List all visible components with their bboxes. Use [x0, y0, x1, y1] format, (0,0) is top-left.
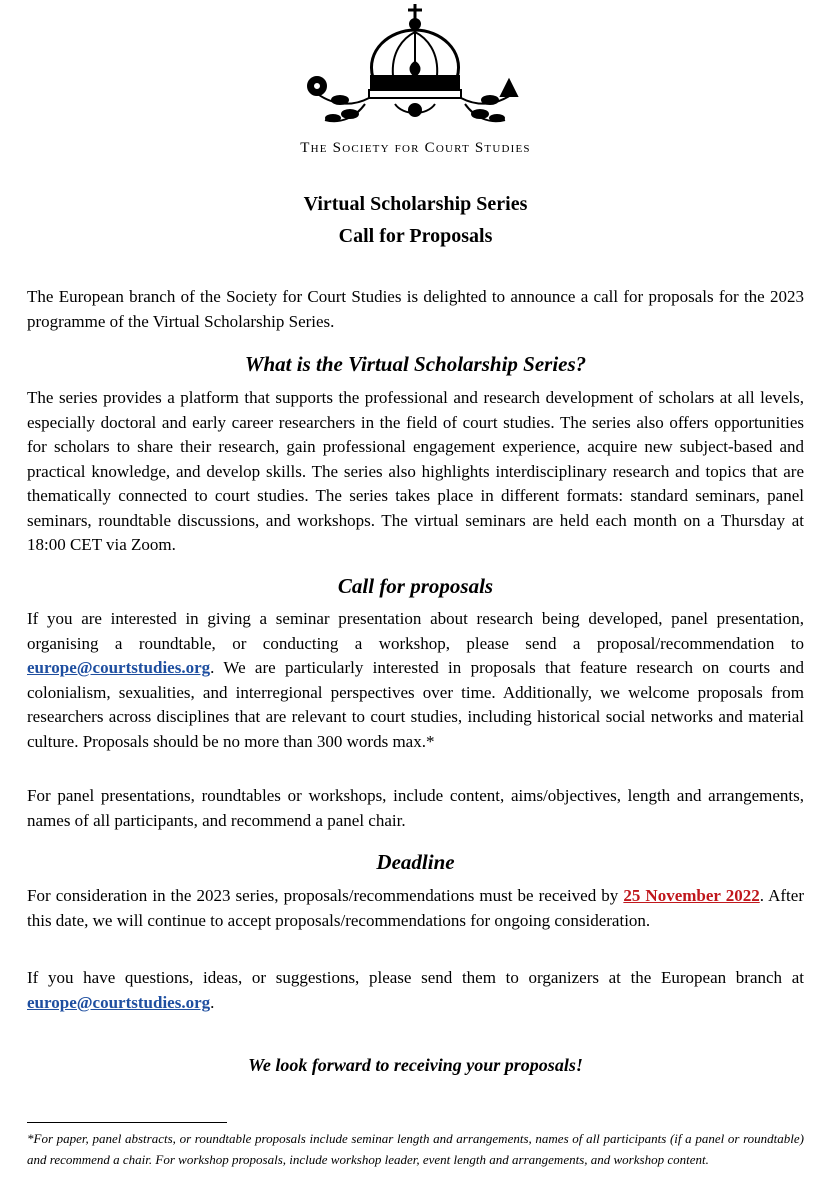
crown-logo: [295, 0, 535, 135]
email-link[interactable]: europe@courtstudies.org: [27, 658, 211, 677]
section-heading-call: Call for proposals: [337, 574, 494, 598]
panel-instructions: For panel presentations, roundtables or workshops, include content, aims/objectives, length and arrangements, names of all participants, and recommend a panel chair.: [27, 786, 804, 830]
call-paragraph: [27, 607, 804, 754]
footnote-divider: [27, 1122, 227, 1123]
intro-paragraph: The European branch of the Society for Court Studies is delighted to announce a call for proposals for the 2023 programme of the Virtual Scholarship Series.: [27, 287, 804, 331]
contact-text-end: .: [210, 992, 215, 1012]
page-title: Virtual Scholarship Series: [303, 193, 528, 215]
call-text-start: If you are interested in giving a seminar presentation about research being developed, panel presentation, organising a roundtable, or conducting a workshop, please send a proposal/recommendation to: [27, 609, 804, 653]
contact-text: If you have questions, ideas, or suggestions, please send them to organizers at the European branch at: [27, 968, 804, 987]
call-text-end: . We are particularly interested in proposals that feature research on courts and colonialism, sexualities, and interregional perspectives over time. Additionally, we welcome proposals from researchers across disciplines that are relevant to court studies, including historical social networks and material culture. Proposals should be no more than 300 words max.*: [27, 658, 804, 751]
contact-email-link[interactable]: europe@courtstudies.org: [27, 992, 211, 1012]
page-subtitle: Call for Proposals: [338, 225, 493, 247]
series-description: The series provides a platform that supports the professional and research development of scholars at all levels, especially doctoral and early career researchers in the field of court studies. The series also offers opportunities for scholars to share their research, gain professional engagement experience, acquire new subject-based and practical knowledge, and develop skills. The series also highlights interdisciplinary research and topics that are thematically connected to court studies. The series takes place in different formats: standard seminars, panel seminars, roundtable discussions, and workshops. The virtual seminars are held each month on a Thursday at 18:00 CET via Zoom.: [27, 388, 804, 554]
deadline-text-end: . After this date, we will continue to accept proposals/recommendations for ongoing consideration.: [27, 886, 804, 930]
society-name: The Society for Court Studies: [300, 140, 531, 156]
deadline-paragraph: [27, 884, 804, 933]
section-heading-what: What is the Virtual Scholarship Series?: [244, 352, 587, 376]
footnote: *For paper, panel abstracts, or roundtable proposals include seminar length and arrangements, names of all participants (if a panel or roundtable) and recommend a chair. For workshop proposals, include workshop leader, event length and arrangements, and workshop content.: [27, 1131, 804, 1167]
deadline-date: 25 November 2022: [623, 886, 760, 905]
deadline-text-start: For consideration in the 2023 series, proposals/recommendations must be received by: [27, 886, 624, 905]
closing-line: We look forward to receiving your proposals!: [248, 1055, 583, 1075]
contact-paragraph: [27, 966, 804, 1015]
section-heading-deadline: Deadline: [376, 850, 455, 874]
